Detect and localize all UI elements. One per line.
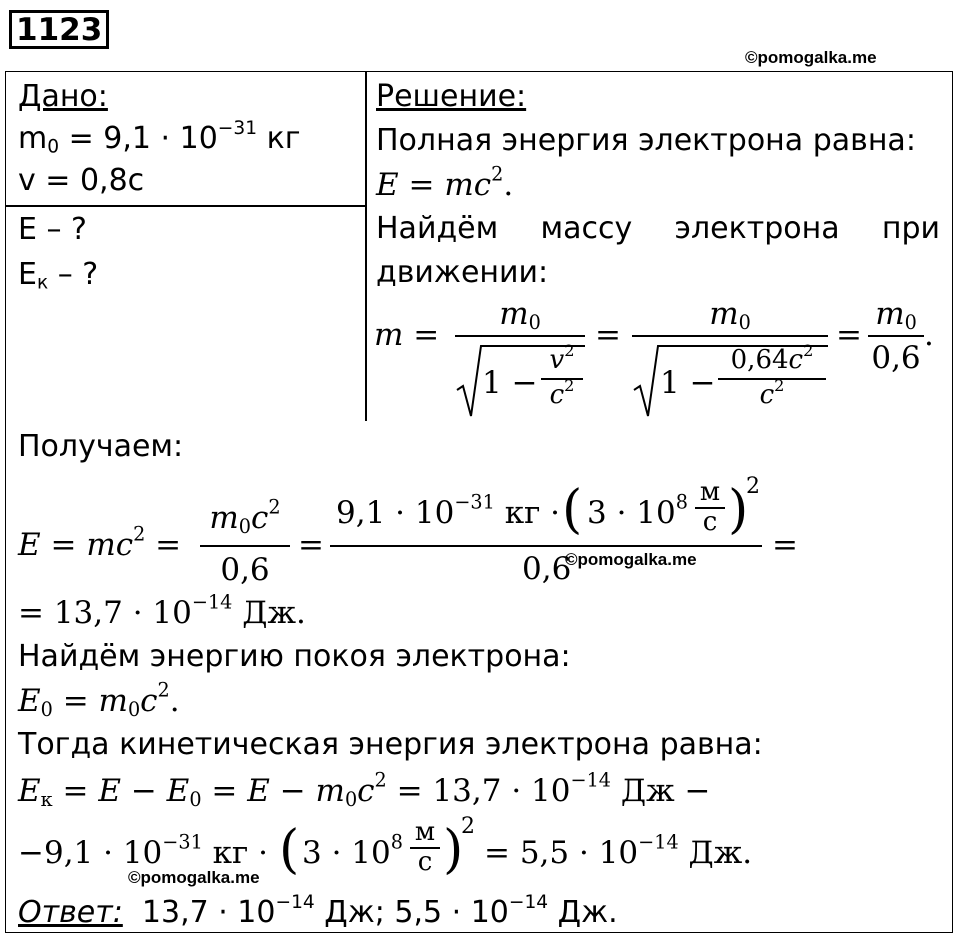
frac3-bar bbox=[868, 335, 924, 337]
energy-result: = $13,7 \cdot 10^{-14}$ Дж. bbox=[18, 590, 306, 631]
unit-m-1: м bbox=[699, 477, 721, 507]
find-mass-cont: движении: bbox=[376, 255, 549, 290]
answer-label: Ответ: bbox=[18, 895, 123, 930]
watermark-bottom: ©pomogalka.me bbox=[128, 868, 260, 887]
frac2-inner-den: $c^2$ bbox=[759, 375, 785, 410]
paren-close-2: ) bbox=[443, 820, 464, 880]
eq-sign-3: = bbox=[836, 317, 862, 353]
frac1-inner-num: $v^2$ bbox=[549, 340, 575, 375]
column-divider bbox=[365, 71, 367, 421]
power-2-2: 2 bbox=[461, 814, 475, 839]
paren-open-1: ( bbox=[562, 480, 583, 540]
paren-close-1: ) bbox=[728, 480, 749, 540]
watermark-top: ©pomogalka.me bbox=[745, 48, 877, 67]
get-label: Получаем: bbox=[18, 429, 184, 464]
energy-big-bar bbox=[330, 545, 762, 547]
frac3-num: $m_0$ bbox=[875, 296, 917, 334]
three-e8-2: $3 \cdot 10^8$ bbox=[302, 830, 403, 871]
energy-big-den: 0,6 bbox=[522, 551, 572, 587]
frac1-bar bbox=[455, 335, 585, 337]
rest-energy-text: Найдём энергию покоя электрона: bbox=[18, 639, 571, 674]
frac2-num: $m_0$ bbox=[709, 296, 751, 334]
frac1-den-one: 1 − bbox=[482, 365, 538, 401]
given-divider bbox=[5, 205, 365, 207]
energy-frac-bar bbox=[200, 545, 290, 547]
unit-s-2: с bbox=[417, 847, 433, 877]
problem-number: 1123 bbox=[9, 10, 109, 49]
kinetic-line-2-start: $-9,1 \cdot 10^{-31}$ кг · bbox=[18, 830, 269, 871]
find-e: E – ? bbox=[18, 212, 87, 247]
eq-sign-energy: = bbox=[298, 527, 324, 563]
energy-line-start: $E = mc^2$ = bbox=[18, 522, 182, 563]
kinetic-line-1: $E_к = E - E_0 = E - m_0c^2 = 13,7 \cdot 10^{-14}$ Дж − bbox=[18, 768, 711, 811]
power-2-1: 2 bbox=[746, 474, 760, 499]
answer-line: Ответ: $13,7 \cdot 10^{-14}$ Дж; $5,5 \cdot 10^{-14}$ Дж. bbox=[18, 892, 618, 930]
energy-frac-num: $m_0c^2$ bbox=[209, 495, 281, 538]
kinetic-line-2-end: = $5,5 \cdot 10^{-14}$ Дж. bbox=[484, 830, 753, 871]
eq-sign-2: = bbox=[595, 317, 621, 353]
frac2-bar bbox=[632, 335, 828, 337]
energy-frac-den: 0,6 bbox=[220, 552, 270, 588]
given-m0: $m_0 = 9,1 \cdot 10^{-31}$ кг bbox=[18, 118, 301, 158]
formula-e-mc2: $E = mc^2$. bbox=[376, 162, 514, 203]
eq-sign-trailing: = bbox=[772, 527, 798, 563]
frac2-inner-num: $0,64c^2$ bbox=[730, 340, 814, 375]
given-v: v = 0,8c bbox=[18, 163, 145, 198]
unit-m-2: м bbox=[414, 817, 436, 847]
watermark-mid: ©pomogalka.me bbox=[565, 550, 697, 569]
rest-energy-formula: $E_0 = m_0c^2$. bbox=[18, 678, 180, 721]
frac3-den: 0,6 bbox=[871, 340, 921, 376]
find-mass-line: Найдём массу электрона при bbox=[376, 211, 940, 246]
given-heading: Дано: bbox=[18, 79, 108, 114]
frac1-inner-den: $c^2$ bbox=[549, 375, 575, 410]
sqrt-sign-1 bbox=[455, 342, 485, 422]
solution-heading: Решение: bbox=[376, 79, 527, 114]
frac2-den-one: 1 − bbox=[660, 365, 716, 401]
solution-intro: Полная энергия электрона равна: bbox=[376, 123, 916, 158]
paren-open-2: ( bbox=[279, 820, 300, 880]
kinetic-text: Тогда кинетическая энергия электрона равна: bbox=[18, 727, 763, 762]
three-e8-1: $3 \cdot 10^8$ bbox=[587, 490, 688, 531]
mass-lhs: m = bbox=[374, 317, 440, 353]
unit-s-1: с bbox=[702, 507, 718, 537]
frac3-period: . bbox=[924, 317, 934, 353]
find-ek: $E_к$ – ? bbox=[18, 257, 99, 294]
energy-big-num: $9,1 \cdot 10^{-31}$ кг · bbox=[336, 490, 561, 531]
frac1-num: $m_0$ bbox=[499, 296, 541, 334]
sqrt-sign-2 bbox=[632, 342, 662, 422]
